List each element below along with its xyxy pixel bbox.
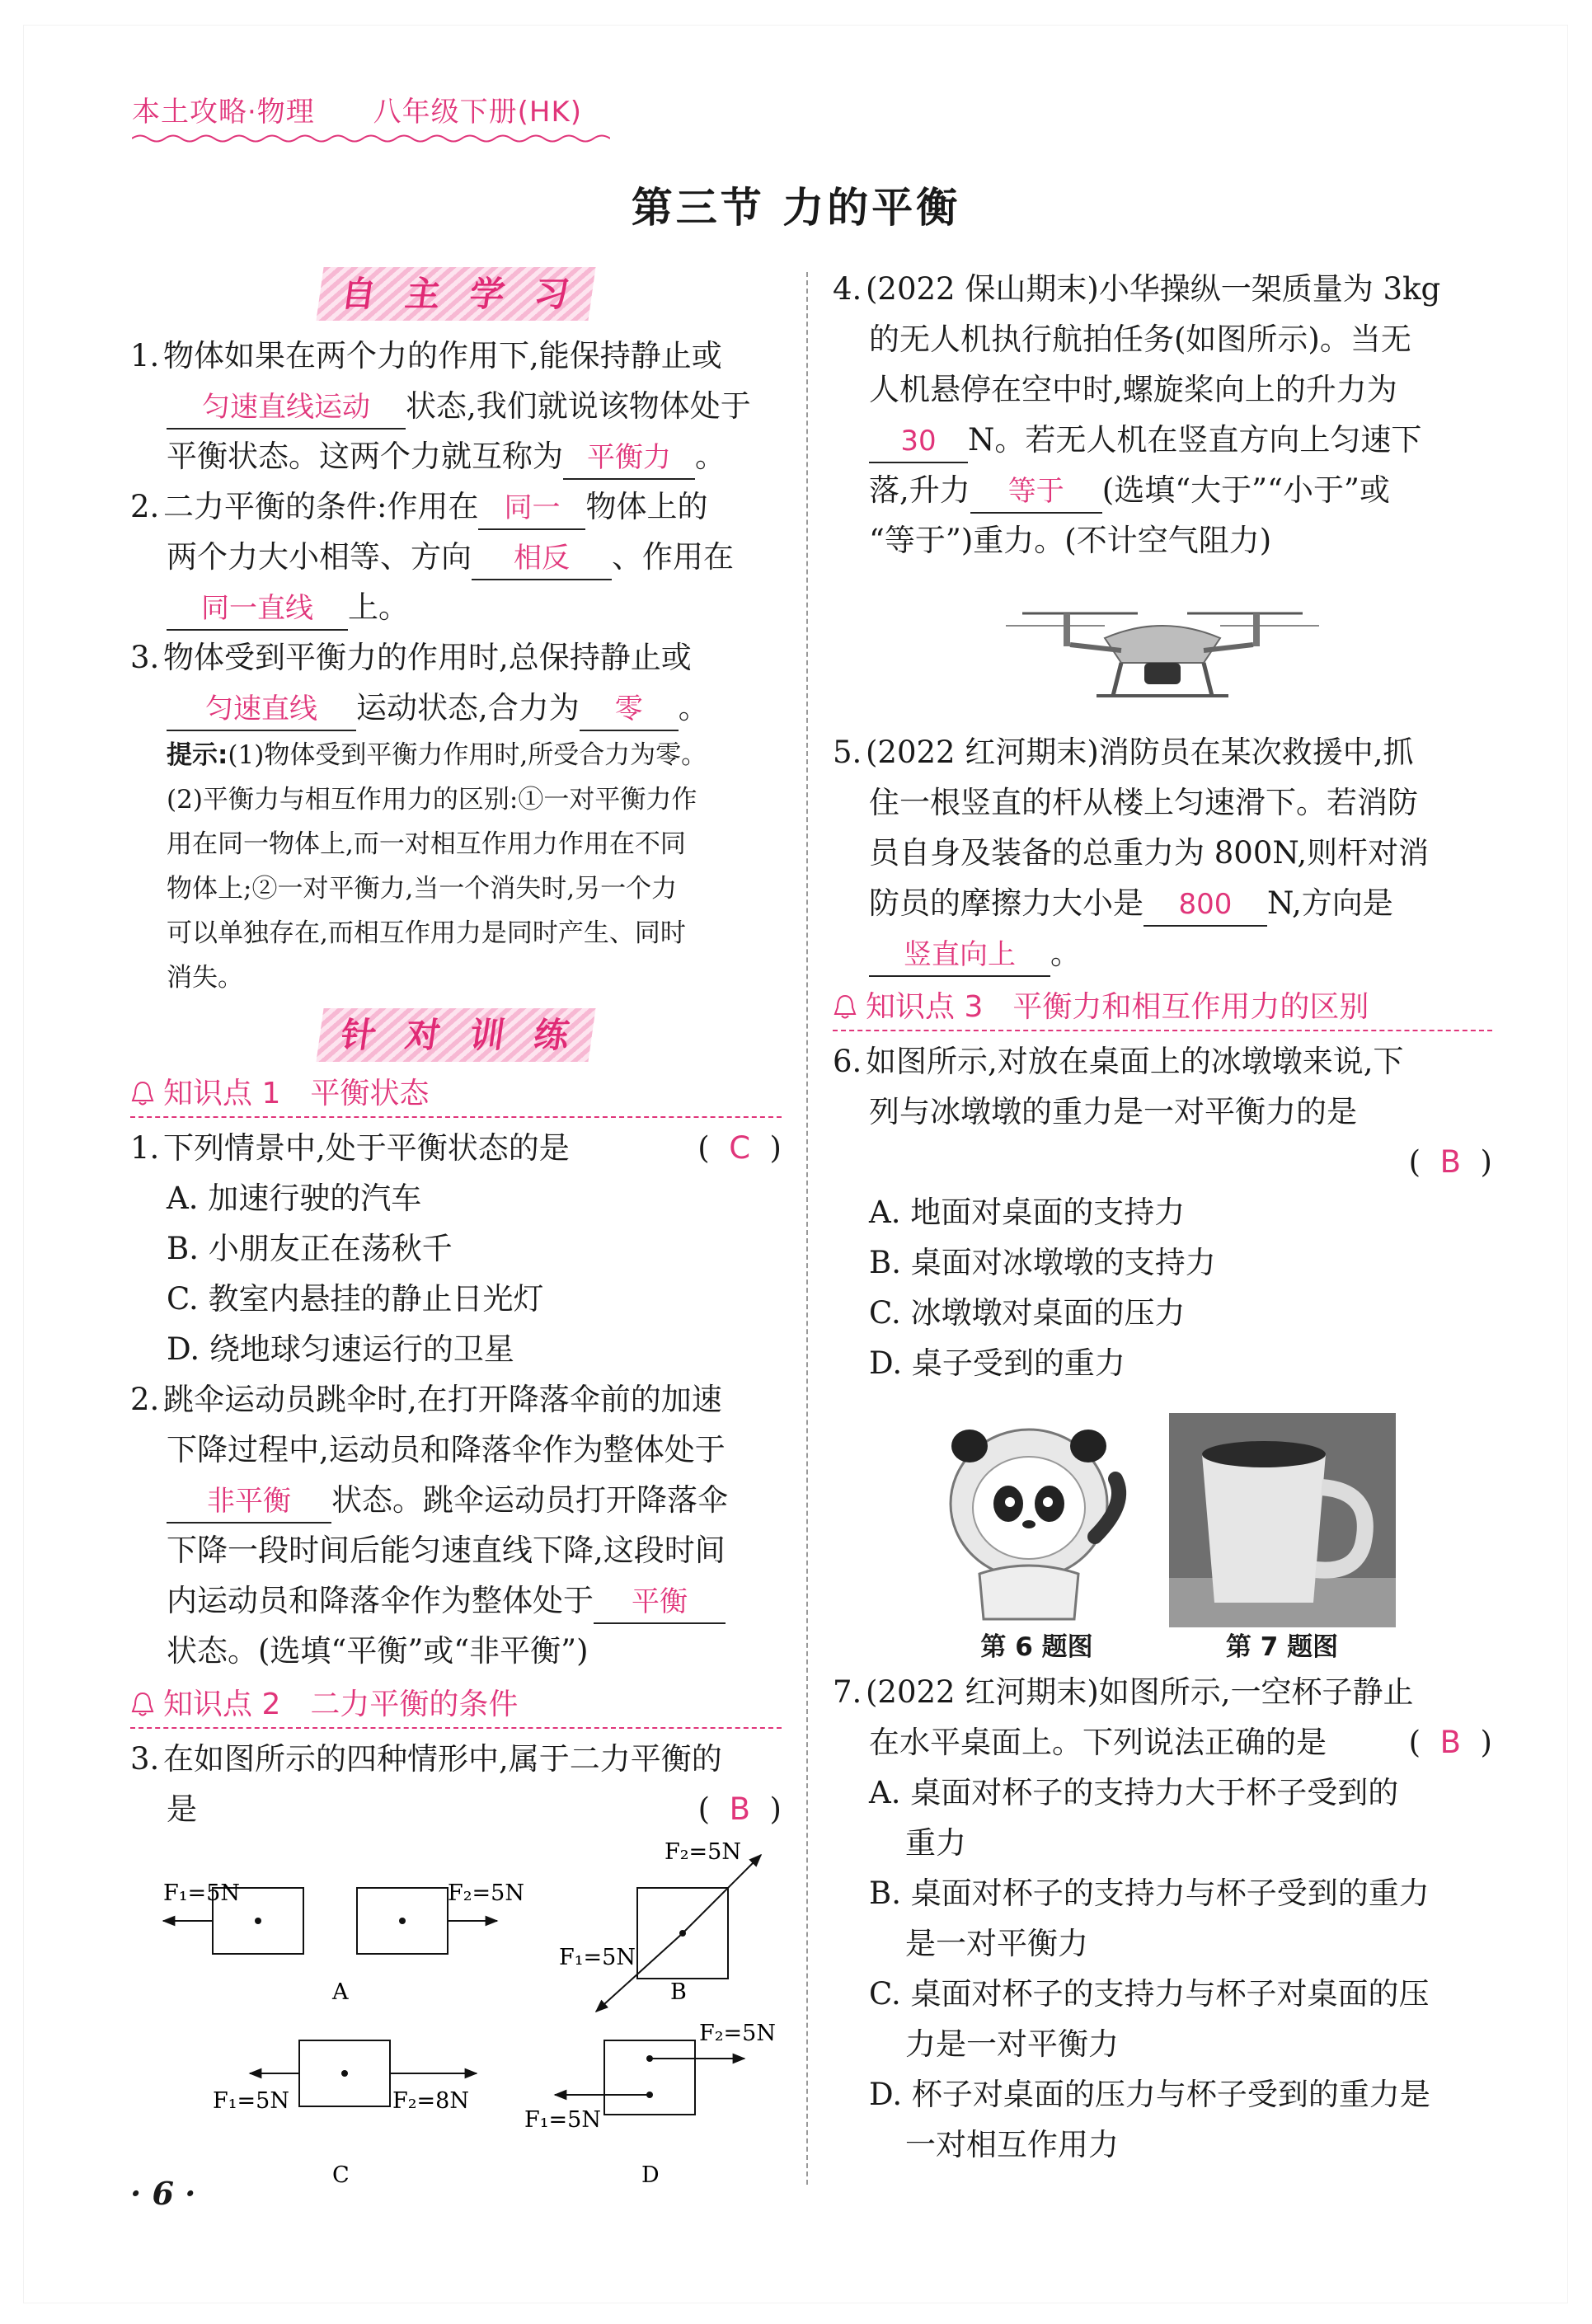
self-study-q2: 2. 二力平衡的条件:作用在 同一 物体上的 两个力大小相等、方向 相反 、作用在 同一直线 上。: [130, 481, 782, 632]
answer-blank: 非平衡: [167, 1481, 331, 1524]
banner-char: 自: [338, 274, 381, 314]
figure-6: [930, 1413, 1144, 1667]
answer-blank: 相反: [472, 538, 612, 580]
bell-icon: [130, 1691, 155, 1719]
left-column: [130, 264, 782, 2189]
svg-text:F₁=5N: F₁=5N: [524, 2107, 601, 2133]
hint-label: 提示:: [167, 740, 228, 770]
svg-text:F₂=5N: F₂=5N: [448, 1880, 524, 1906]
right-column: [833, 264, 1492, 2170]
banner-char: 针: [338, 1015, 381, 1055]
answer-choice: B: [1439, 1144, 1462, 1180]
banner-char: 训: [467, 1015, 510, 1055]
knowledge-point-3: 知识点 3 平衡力和相互作用力的区别: [833, 985, 1492, 1031]
book-header: [132, 89, 610, 144]
svg-text:F₁=5N: F₁=5N: [559, 1945, 636, 1970]
self-study-q3: 3. 物体受到平衡力的作用时,总保持静止或 匀速直线 运动状态,合力为 零 。: [130, 632, 782, 733]
figure-6-caption: 第 6 题图: [980, 1632, 1093, 1662]
book-grade: 八年级下册(HK): [373, 96, 583, 129]
answer-blank: 匀速直线运动: [167, 387, 406, 430]
answer-choice: B: [1439, 1725, 1462, 1760]
answer-blank: 30: [869, 420, 968, 463]
diagram-c: [213, 2040, 477, 2188]
training-q3: 3. 在如图所示的四种情形中,属于二力平衡的 是 ( B ): [130, 1741, 782, 1827]
answer-blank: 同一: [478, 487, 585, 530]
training-banner: [130, 1008, 782, 1062]
answer-blank: 平衡: [594, 1581, 726, 1624]
self-study-q1: 1. 物体如果在两个力的作用下,能保持静止或 匀速直线运动 状态,我们就说该物体处于 平衡状态。这两个力就互称为 平衡力 。: [130, 331, 782, 481]
banner-char: 习: [531, 274, 574, 314]
svg-text:D: D: [641, 2162, 660, 2188]
svg-text:F₂=8N: F₂=8N: [392, 2088, 469, 2114]
mascot-image: [930, 1413, 1144, 1627]
diagram-a: [163, 1880, 524, 2005]
self-study-banner: [130, 267, 782, 321]
bell-icon: [130, 1080, 155, 1108]
hint-box: 提示:(1)物体受到平衡力作用时,所受合力为零。 (2)平衡力与相互作用力的区别:①一对平衡力作 用在同一物体上,而一对相互作用力作用在不同 物体上;②一对平衡力,当一个消失时,另一个力 可以单独存在,而相互作用力是同时产生、同时 消失。: [167, 740, 707, 993]
drone-image: [1006, 580, 1319, 712]
answer-blank: 竖直向上: [869, 934, 1050, 977]
column-divider: [806, 272, 808, 2185]
diagram-b: [559, 1843, 761, 2012]
answer-blank: 零: [580, 688, 679, 731]
cup-image: [1169, 1413, 1396, 1627]
knowledge-point-2: 知识点 2 二力平衡的条件: [130, 1683, 782, 1729]
training-q2: 2. 跳伞运动员跳伞时,在打开降落伞前的加速 下降过程中,运动员和降落伞作为整体处于 非平衡 状态。跳伞运动员打开降落伞 下降一段时间后能匀速直线下降,这段时间 内运动员和降落伞作为整体处于 平衡 状态。(选填“平衡”或“非平衡”): [130, 1382, 728, 1669]
svg-text:F₂=5N: F₂=5N: [699, 2021, 776, 2046]
svg-text:B: B: [670, 1979, 687, 2005]
page-title: 第三节 力的平衡: [631, 183, 961, 232]
force-diagram: [130, 1843, 782, 2189]
book-title: 本土攻略·物理: [132, 96, 315, 129]
training-q6: 6. 如图所示,对放在桌面上的冰墩墩来说,下 列与冰墩墩的重力是一对平衡力的是 ( B ) A. 地面对桌面的支持力 B. 桌面对冰墩墩的支持力 C. 冰墩墩对桌面的压力 D. 桌子受到的重力: [833, 1044, 1492, 1381]
banner-char: 对: [402, 1015, 445, 1055]
training-q7: 7. (2022 红河期末)如图所示,一空杯子静止 在水平桌面上。下列说法正确的是 ( B ) A. 桌面对杯子的支持力大于杯子受到的 重力 B. 桌面对杯子的支持力与杯子受到的重力 是一对平衡力 C. 桌面对杯子的支持力与杯子对桌面的压 力是一对平衡力 D. 杯子对桌面的压力与杯子受到的重力是 一对相互作用力: [833, 1674, 1492, 2162]
answer-choice: B: [729, 1791, 751, 1827]
diagram-d: [524, 2021, 776, 2188]
training-q1: 1. 下列情景中,处于平衡状态的是 ( C ) A. 加速行驶的汽车 B. 小朋友正在荡秋千 C. 教室内悬挂的静止日光灯 D. 绕地球匀速运行的卫星: [130, 1130, 782, 1367]
training-q5: 5. (2022 红河期末)消防员在某次救援中,抓 住一根竖直的杆从楼上匀速滑下。若消防 员自身及装备的总重力为 800N,则杆对消 防员的摩擦力大小是 800 N,方向是 竖直向上 。: [833, 727, 1492, 979]
answer-blank: 平衡力: [563, 437, 695, 480]
banner-char: 学: [467, 274, 510, 314]
figure-row: [833, 1413, 1492, 1667]
svg-text:C: C: [332, 2162, 350, 2188]
answer-choice: C: [729, 1130, 751, 1166]
answer-blank: 800: [1144, 884, 1267, 927]
figure-7-caption: 第 7 题图: [1225, 1632, 1339, 1662]
answer-blank: 等于: [970, 471, 1102, 514]
svg-text:F₁=5N: F₁=5N: [163, 1880, 240, 1906]
svg-text:F₁=5N: F₁=5N: [213, 2088, 289, 2114]
answer-blank: 匀速直线: [167, 688, 356, 731]
training-q4: 4. (2022 保山期末)小华操纵一架质量为 3kg 的无人机执行航拍任务(如图所示)。当无 人机悬停在空中时,螺旋桨向上的升力为 30 N。若无人机在竖直方向上匀速下 落,升力 等于 (选填“大于”“小于”或 “等于”)重力。(不计空气阻力): [833, 271, 1441, 558]
banner-char: 主: [402, 274, 445, 314]
knowledge-point-1: 知识点 1 平衡状态: [130, 1072, 782, 1118]
banner-char: 练: [531, 1015, 574, 1055]
page-number: · 6 ·: [130, 2175, 196, 2212]
svg-text:A: A: [332, 1979, 349, 2005]
svg-text:F₂=5N: F₂=5N: [665, 1843, 741, 1865]
answer-blank: 同一直线: [167, 588, 348, 631]
bell-icon: [833, 993, 857, 1021]
wavy-underline: [132, 133, 610, 144]
figure-7: [1169, 1413, 1396, 1667]
